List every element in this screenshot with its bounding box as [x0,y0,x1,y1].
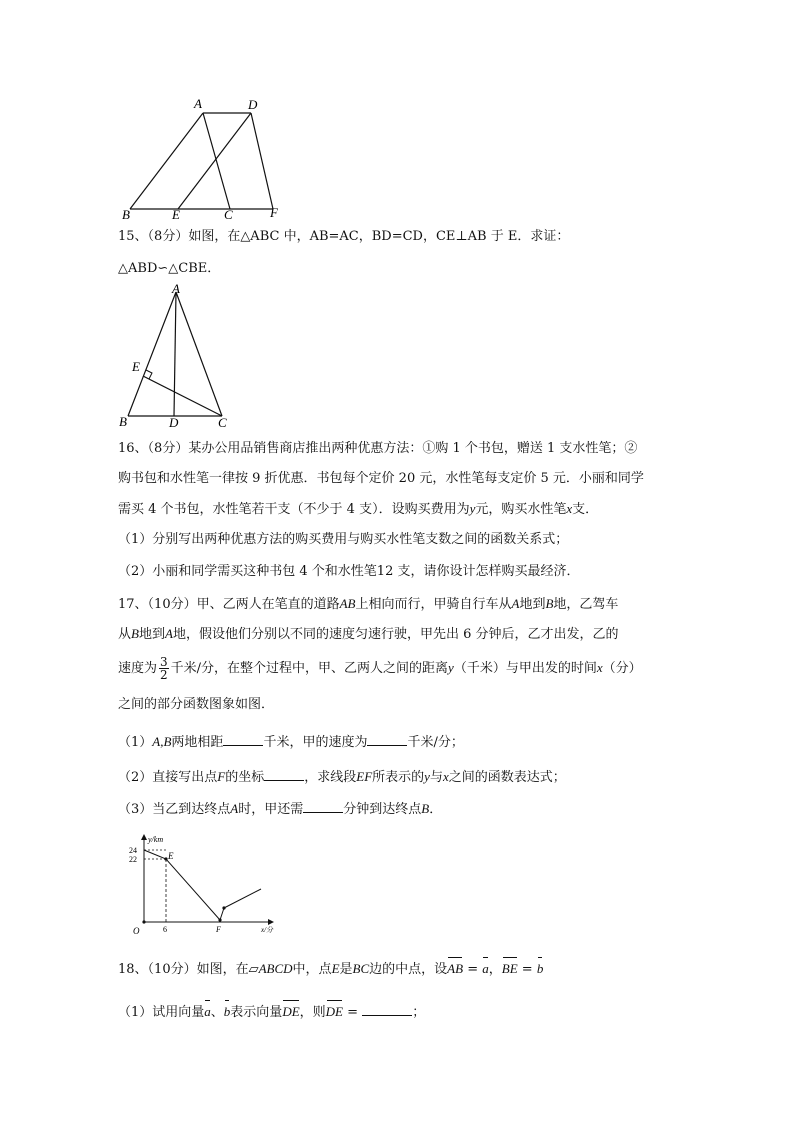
text: 是 [339,962,353,977]
var-EF: EF [356,769,373,784]
label-D: D [169,415,179,430]
text: 中，点 [292,962,332,977]
text: （3）当乙到达终点 [118,802,231,817]
axis-x-label: x/分 [261,926,274,934]
text: 从 [118,627,132,642]
denominator: 2 [160,668,168,682]
answer-blank[interactable] [264,768,304,781]
answer-blank[interactable] [303,800,343,813]
text: 之间的函数表达式； [448,770,566,785]
var-B: B [131,626,139,641]
answer-blank[interactable] [362,1003,412,1016]
q15-line1: 15、（8分）如图，在△ABC 中，AB=AC，BD=CD，CE⊥AB 于 E．求证： [118,229,570,244]
var-BC: BC [352,961,370,976]
var-x: x [566,501,573,516]
x-tick-6: 6 [163,925,167,934]
text: = [343,1005,363,1020]
var-B: B [421,801,430,816]
text: （2）直接写出点 [118,770,218,785]
var-y: y [469,501,476,516]
var-B: B [545,596,554,611]
text: ． [429,802,443,817]
figure-abdf [110,92,300,222]
vector-de: DE [325,1004,344,1019]
q17-sub1 [118,733,464,752]
text: （千米）与甲出发的时间 [453,661,597,676]
text: （1）试用向量 [118,1005,205,1020]
q16-line2: 购书包和水性笔一律按 9 折优惠．书包每个定价 20 元，水性笔每支定价 5 元．小丽和同学 [118,471,644,486]
y-tick-22: 22 [129,855,137,864]
vector-be: BE [501,961,518,976]
q16-line1: 16、（8分）某办公用品销售商店推出两种优惠方法：①购 1 个书包，赠送 1 支水性笔；② [118,441,638,456]
q16-sub1: （1）分别写出两种优惠方法的购买费用与购买水性笔支数之间的函数关系式； [118,532,569,547]
numerator: 3 [160,655,168,669]
text: = [463,962,483,977]
answer-blank[interactable] [367,733,407,746]
vector-de: DE [282,1004,300,1019]
text: 、 [210,1005,224,1020]
text: 速度为 [118,661,158,676]
text: 地，假设他们分别以不同的速度匀速行驶，甲先出 6 分钟后，乙才出发，乙的 [172,627,619,642]
figure-triangle-abc [110,280,240,432]
text: 支． [572,502,599,517]
var-y: y [424,769,430,784]
label-E: E [172,207,180,222]
text: 地，乙驾车 [553,597,619,612]
text: （分） [602,661,642,676]
var-F: F [217,769,226,784]
vector-a: a [204,1004,211,1019]
var-A: A [164,626,173,641]
axis-y-label: y/km [148,835,164,844]
text: ， [488,962,502,977]
text: 两地相距 [171,735,224,750]
text: 分钟到达终点 [343,802,422,817]
var-A: A [511,596,520,611]
function-graph [118,832,278,942]
text: 元，购买水性笔 [475,502,567,517]
text: 时，甲还需 [238,802,304,817]
text: 边的中点，设 [369,962,448,977]
q17-sub3 [118,800,442,819]
label-A: A [194,96,202,111]
point-E-label: E [168,851,174,861]
point-F-label: F [216,925,221,934]
text: 千米，甲的速度为 [263,735,368,750]
q17-line4: 之间的部分函数图象如图． [118,697,275,712]
label-E: E [132,359,140,374]
text: 千米/分，在整个过程中，甲、乙两人之间的距离 [170,661,449,676]
vector-b: b [223,1004,231,1019]
vector-a: a [482,961,489,976]
text: 17、（10分）甲、乙两人在笔直的道路 [118,597,340,612]
text: = [517,962,537,977]
text: ，则 [299,1005,326,1020]
text: 的坐标 [225,770,265,785]
label-A: A [172,281,180,296]
q18-line1 [118,960,543,979]
q17-line1 [118,595,618,614]
text: 表示向量 [230,1005,283,1020]
text: ，求线段 [304,770,357,785]
var-ab: A,B [152,734,172,749]
text: 18、（10分）如图，在 [118,962,249,977]
q17-line2 [118,625,618,644]
text: （1） [118,735,153,750]
q15-line2: △ABD∽△CBE． [118,261,221,276]
var-ab: AB [339,596,356,611]
vector-b: b [536,961,544,976]
label-B: B [122,207,130,222]
vector-ab: AB [447,961,464,976]
text: 所表示的 [372,770,425,785]
label-F: F [270,205,278,220]
label-C: C [218,415,227,430]
answer-blank[interactable] [223,733,263,746]
fraction [159,656,169,681]
label-B: B [119,414,127,429]
label-C: C [224,207,233,222]
text: 地到 [138,627,165,642]
text: 上相向而行，甲骑自行车从 [355,597,512,612]
q16-sub2: （2）小丽和同学需买这种书包 4 个和水性笔12 支，请你设计怎样购买最经济． [118,564,580,579]
text: 千米/分； [407,735,464,750]
q17-line3 [118,655,642,682]
var-E: E [331,961,340,976]
text: ； [412,1005,426,1020]
var-A: A [230,801,239,816]
parallelogram-name: ▱ABCD [248,961,293,976]
var-x: x [596,660,603,675]
text: 需买 4 个书包，水性笔若干支（不少于 4 支）．设购买费用为 [118,502,470,517]
var-x: x [442,769,449,784]
text: 地到 [519,597,546,612]
q16-line3 [118,500,598,519]
q18-sub1 [118,1003,425,1022]
var-y: y [448,660,454,675]
q17-sub2 [118,768,566,787]
label-D: D [248,97,258,112]
text: 与 [429,770,443,785]
origin-label: O [133,926,140,936]
y-tick-24: 24 [129,846,137,855]
